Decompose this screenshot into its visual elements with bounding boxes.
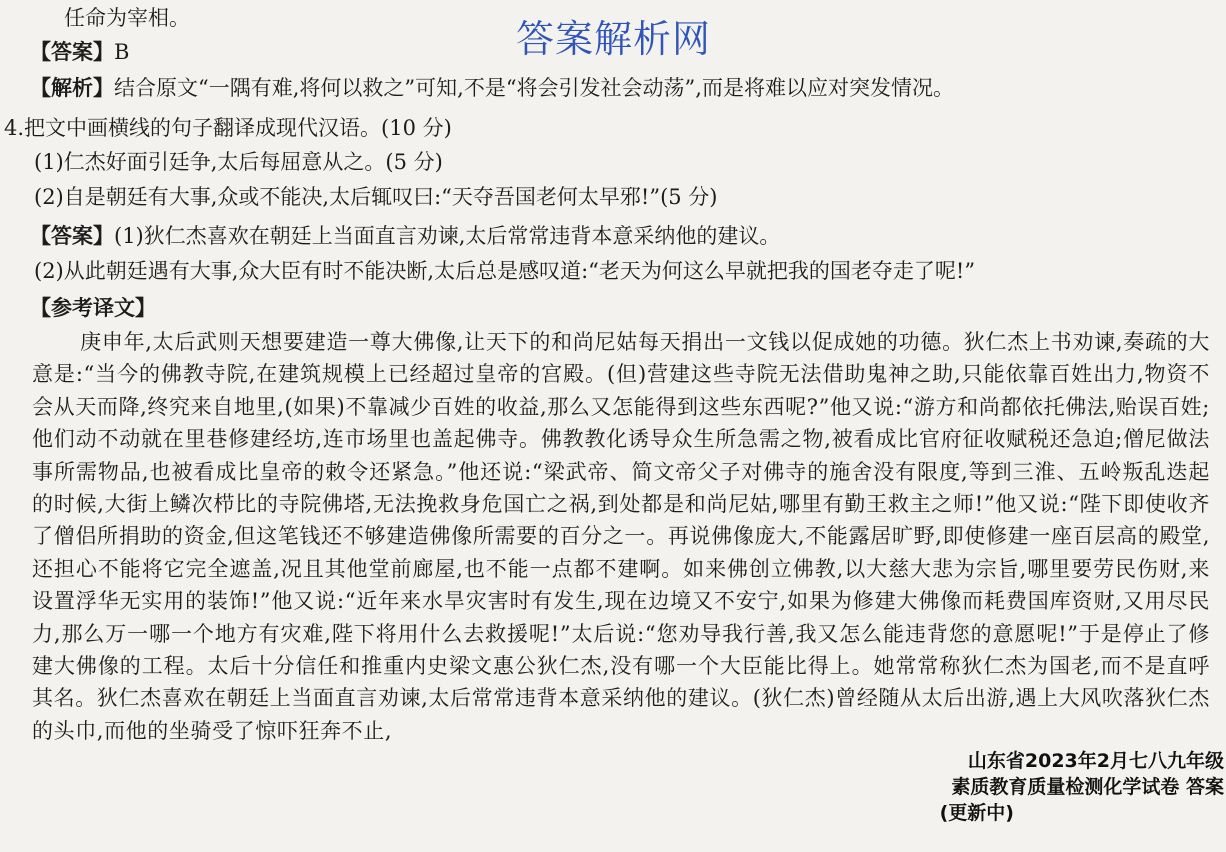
stamp-line-1: 山东省2023年2月七八九年级: [967, 750, 1224, 772]
reference-translation-heading: 【参考译文】: [30, 295, 156, 320]
top-line: 任命为宰相。: [64, 6, 190, 30]
answer-line-q3: [30, 36, 129, 68]
question-4-sentence-2: (2)自是朝廷有大事,众或不能决,太后辄叹曰:“天夺吾国老何太早邪!”(5 分): [34, 185, 718, 209]
reference-translation-text: 庚申年,太后武则天想要建造一尊大佛像,让天下的和尚尼姑每天捐出一文钱以促成她的功德。狄仁杰上书劝谏,奏疏的大意是:“当今的佛教寺院,在建筑规模上已经超过皇帝的宫殿。(但)营建这些寺院无法借助鬼神之助,只能依靠百姓出力,物资不会从天而降,终究来自地里,(如果)不靠减少百姓的收益,那么又怎能得到这些东西呢?”他又说:“游方和尚都依托佛法,贻误百姓;他们动不动就在里巷修建经坊,连市场里也盖起佛寺。佛教教化诱导众生所急需之物,被看成比官府征收赋税还急迫;僧尼做法事所需物品,也被看成比皇帝的敕令还紧急。”他还说:“梁武帝、简文帝父子对佛寺的施舍没有限度,等到三淮、五岭叛乱迭起的时候,大街上鳞次栉比的寺院佛塔,无法挽救身危国亡之祸,到处都是和尚尼姑,哪里有勤王救主之师!”他又说:“陛下即使收齐了僧侣所捐助的资金,但这笔钱还不够建造佛像所需要的百分之一。再说佛像庞大,不能露居旷野,即使修建一座百层高的殿堂,还担心不能将它完全遮盖,况且其他堂前廊屋,也不能一点都不建啊。如来佛创立佛教,以大慈大悲为宗旨,哪里要劳民伤财,来设置浮华无实用的装饰!”他又说:“近年来水旱灾害时有发生,现在边境又不安宁,如果为修建大佛像而耗费国库资财,又用尽民力,那么万一哪一个地方有灾难,陛下将用什么去救援呢!”太后说:“您劝导我行善,我又怎么能违背您的意愿呢!”于是停止了修建大佛像的工程。太后十分信任和推重内史梁文惠公狄仁杰,没有哪一个大臣能比得上。她常常称狄仁杰为国老,而不是直呼其名。狄仁杰喜欢在朝廷上当面直言劝谏,太后常常违背本意采纳他的建议。(狄仁杰)曾经随从太后出游,遇上大风吹落狄仁杰的头巾,而他的坐骑受了惊吓狂奔不止,: [32, 330, 1210, 743]
answer-tag: 【答案】: [30, 39, 114, 64]
reference-translation-body: [32, 326, 1210, 747]
stamp-line-3: (更新中): [939, 802, 1014, 824]
answer-tag-q4: 【答案】: [30, 223, 114, 248]
watermark-text: 答案解析网: [516, 17, 712, 61]
answer-q4-1: (1)狄仁杰喜欢在朝廷上当面直言劝谏,太后常常违背本意采纳他的建议。: [114, 224, 781, 248]
analysis-tag: 【解析】: [30, 75, 114, 100]
stamp-line-2: 素质教育质量检测化学试卷 答案: [951, 776, 1224, 798]
analysis-text: 结合原文“一隅有难,将何以救之”可知,不是“将会引发社会动荡”,而是将难以应对突发情况。: [114, 76, 954, 100]
answer-q4-2: (2)从此朝廷遇有大事,众大臣有时不能决断,太后总是感叹道:“老天为何这么早就把我的国老夺走了呢!”: [34, 259, 976, 283]
source-stamp: [940, 748, 1224, 826]
answer-line-q4: [30, 220, 780, 252]
analysis-line-q3: [30, 72, 954, 104]
question-4-title: 4.把文中画横线的句子翻译成现代汉语。(10 分): [4, 116, 452, 140]
answer-value: B: [114, 40, 130, 64]
question-4-sentence-1: (1)仁杰好面引廷争,太后每屈意从之。(5 分): [34, 150, 443, 174]
